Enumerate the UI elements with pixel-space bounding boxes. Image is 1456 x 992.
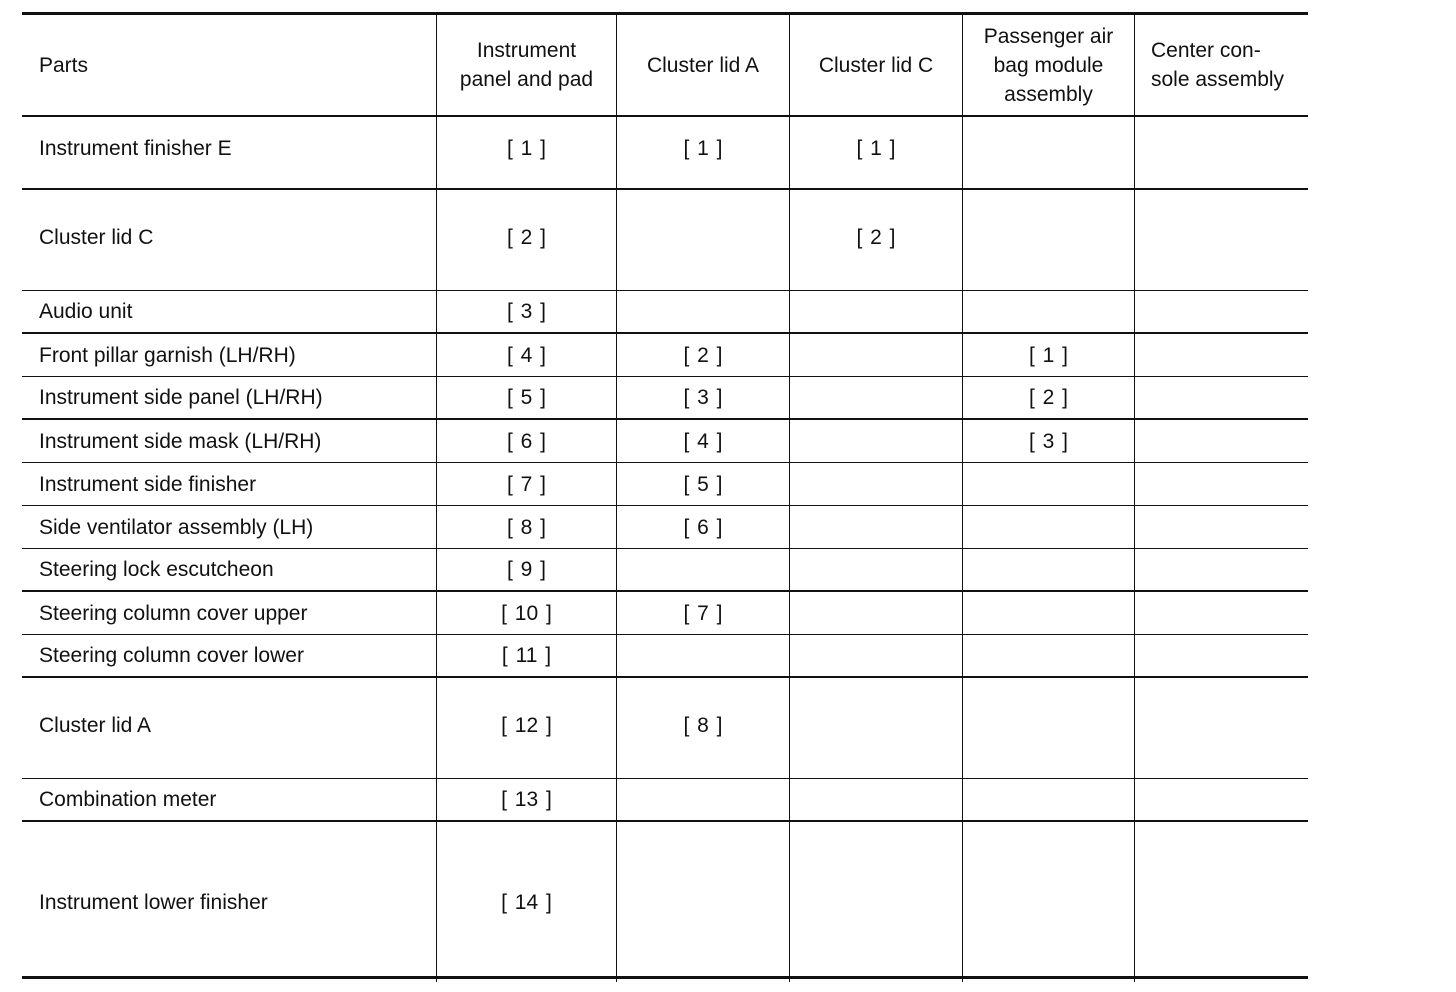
table-cell (790, 549, 963, 592)
table-cell: [ 3 ] (617, 377, 790, 420)
table-cell (1135, 592, 1308, 635)
row-part-label: Audio unit (22, 291, 437, 334)
row-part-label: Combination meter (22, 779, 437, 822)
table-cell: [ 8 ] (437, 506, 617, 549)
table-cell: [ 1 ] (790, 117, 963, 190)
table-cell (617, 779, 790, 822)
table-cell (963, 117, 1135, 190)
table-cell: [ 8 ] (617, 678, 790, 779)
table-cell (1135, 549, 1308, 592)
table-cell (1135, 377, 1308, 420)
table-cell (1135, 678, 1308, 779)
row-part-label: Cluster lid A (22, 678, 437, 779)
table-cell (790, 420, 963, 463)
header-cluster-lid-a: Cluster lid A (617, 15, 790, 117)
table-cell (790, 635, 963, 678)
table-cell: [ 1 ] (963, 334, 1135, 377)
row-part-label: Cluster lid C (22, 190, 437, 291)
table-cell (1135, 463, 1308, 506)
table-cell (1135, 822, 1308, 982)
table-cell (790, 377, 963, 420)
table-cell: [ 6 ] (617, 506, 790, 549)
row-part-label: Steering column cover lower (22, 635, 437, 678)
table-cell (617, 190, 790, 291)
row-part-label: Steering lock escutcheon (22, 549, 437, 592)
header-instrument-panel: Instrument panel and pad (437, 15, 617, 117)
table-cell (1135, 779, 1308, 822)
table-cell (790, 334, 963, 377)
table-cell (617, 822, 790, 982)
table-cell: [ 2 ] (437, 190, 617, 291)
table-cell: [ 6 ] (437, 420, 617, 463)
table-cell: [ 13 ] (437, 779, 617, 822)
row-part-label: Side ventilator assembly (LH) (22, 506, 437, 549)
table-cell (963, 678, 1135, 779)
table-cell (963, 190, 1135, 291)
table-cell: [ 1 ] (617, 117, 790, 190)
table-cell: [ 12 ] (437, 678, 617, 779)
table-cell: [ 5 ] (437, 377, 617, 420)
table-cell (963, 779, 1135, 822)
table-cell (790, 779, 963, 822)
table-cell (790, 592, 963, 635)
table-cell (1135, 420, 1308, 463)
table-cell: [ 11 ] (437, 635, 617, 678)
table-cell (617, 291, 790, 334)
table-cell (963, 635, 1135, 678)
table-cell: [ 4 ] (617, 420, 790, 463)
header-parts: Parts (22, 15, 437, 117)
row-part-label: Front pillar garnish (LH/RH) (22, 334, 437, 377)
header-cluster-lid-c: Cluster lid C (790, 15, 963, 117)
header-passenger-airbag: Passenger air bag module assembly (963, 15, 1135, 117)
table-cell: [ 2 ] (617, 334, 790, 377)
row-part-label: Instrument lower finisher (22, 822, 437, 982)
table-cell (790, 291, 963, 334)
table-cell (617, 635, 790, 678)
row-part-label: Instrument side panel (LH/RH) (22, 377, 437, 420)
row-part-label: Instrument side finisher (22, 463, 437, 506)
table-cell: [ 2 ] (963, 377, 1135, 420)
table-cell: [ 4 ] (437, 334, 617, 377)
table-cell (790, 822, 963, 982)
table-cell (617, 549, 790, 592)
table-cell: [ 7 ] (617, 592, 790, 635)
table-cell: [ 1 ] (437, 117, 617, 190)
table-cell: [ 10 ] (437, 592, 617, 635)
table-cell: [ 9 ] (437, 549, 617, 592)
parts-removal-table (22, 12, 1308, 979)
table-cell (963, 549, 1135, 592)
table-cell (963, 592, 1135, 635)
table-cell (963, 463, 1135, 506)
table-cell: [ 7 ] (437, 463, 617, 506)
table-cell (1135, 190, 1308, 291)
table-cell (1135, 117, 1308, 190)
row-part-label: Instrument side mask (LH/RH) (22, 420, 437, 463)
row-part-label: Steering column cover upper (22, 592, 437, 635)
table-cell: [ 14 ] (437, 822, 617, 982)
table-cell (963, 822, 1135, 982)
table-cell (790, 506, 963, 549)
table-cell (1135, 635, 1308, 678)
table-cell (963, 506, 1135, 549)
row-part-label: Instrument finisher E (22, 117, 437, 190)
table-cell: [ 3 ] (963, 420, 1135, 463)
table-cell (1135, 291, 1308, 334)
table-cell (963, 291, 1135, 334)
table-cell (790, 678, 963, 779)
header-center-console: Center con- sole assembly (1135, 15, 1308, 117)
table-cell (790, 463, 963, 506)
table-cell: [ 3 ] (437, 291, 617, 334)
table-cell (1135, 506, 1308, 549)
table-cell (1135, 334, 1308, 377)
table-cell: [ 5 ] (617, 463, 790, 506)
table-cell: [ 2 ] (790, 190, 963, 291)
